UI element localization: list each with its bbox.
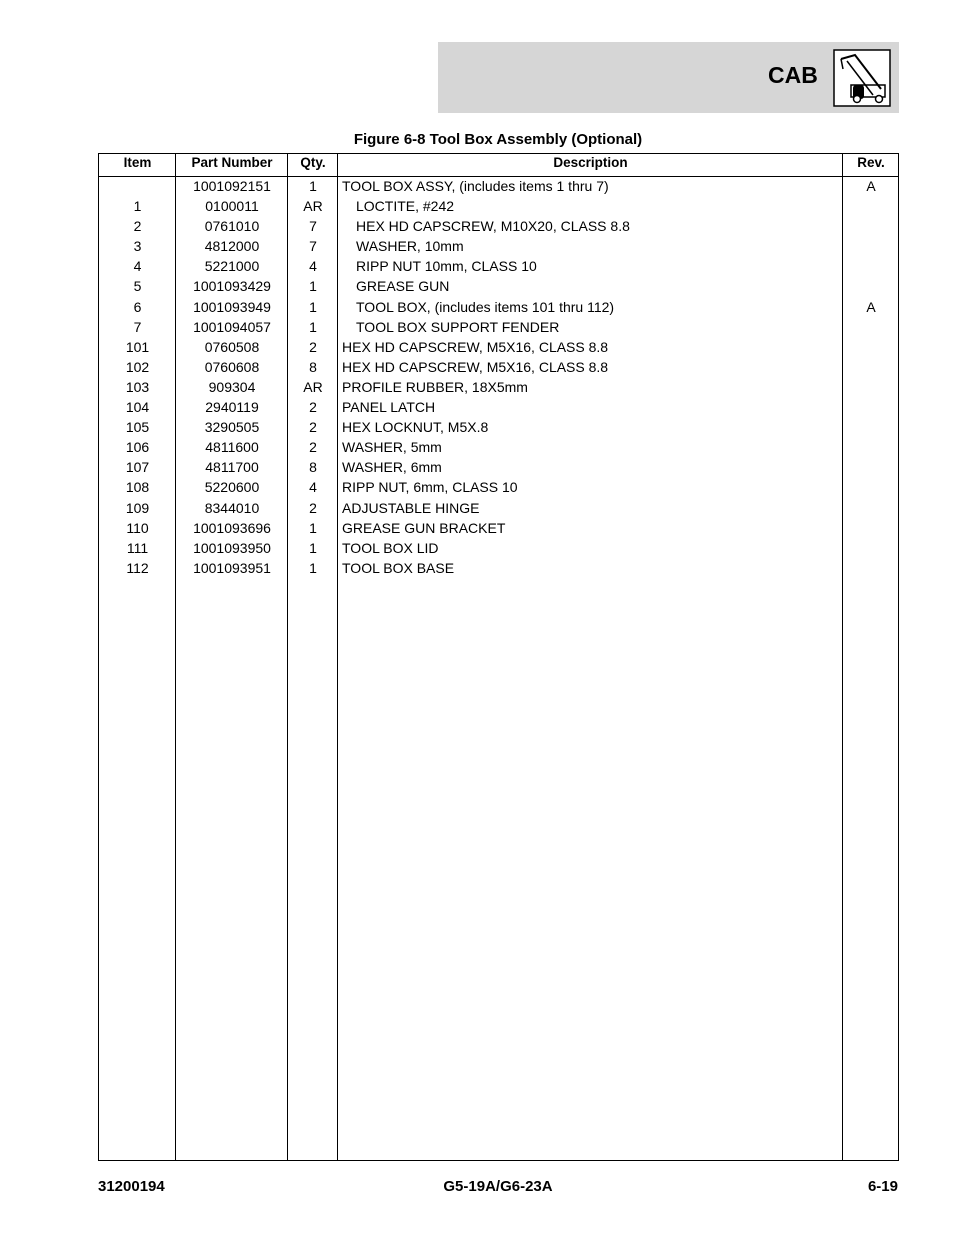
description-cell: TOOL BOX BASE — [342, 559, 455, 576]
section-title: CAB — [768, 62, 818, 88]
item-cell: 1 — [133, 198, 142, 215]
qty-cell: 2 — [309, 419, 317, 436]
part-number-cell: 1001093951 — [193, 559, 271, 576]
figure-title: Figure 6-8 Tool Box Assembly (Optional) — [353, 131, 643, 148]
part-number-cell: 0760508 — [204, 338, 260, 355]
part-number-cell: 1001093696 — [193, 519, 271, 536]
qty-cell: 1 — [309, 318, 317, 335]
description-cell: RIPP NUT, 6mm, CLASS 10 — [342, 479, 518, 496]
table-row — [99, 197, 898, 217]
description-cell: HEX HD CAPSCREW, M5X16, CLASS 8.8 — [342, 338, 609, 355]
table-row — [99, 358, 898, 378]
part-number-cell: 1001093950 — [193, 539, 271, 556]
item-cell: 6 — [133, 298, 142, 315]
rev-cell — [843, 559, 899, 579]
qty-cell: 2 — [309, 439, 317, 456]
part-number-cell: 1001092151 — [193, 178, 271, 194]
table-row — [99, 378, 898, 398]
table-row — [99, 438, 898, 458]
description-cell: HEX HD CAPSCREW, M5X16, CLASS 8.8 — [342, 358, 609, 375]
qty-cell: 2 — [309, 338, 317, 355]
description-cell: TOOL BOX LID — [342, 539, 439, 556]
qty-cell: 8 — [309, 459, 317, 476]
part-number-cell: 0760608 — [204, 358, 260, 375]
description-cell: HEX HD CAPSCREW, M10X20, CLASS 8.8 — [356, 218, 630, 235]
qty-cell: 1 — [309, 278, 317, 295]
description-cell: WASHER, 10mm — [356, 238, 464, 255]
table-body — [99, 177, 898, 579]
table-row — [99, 458, 898, 478]
part-number-cell: 3290505 — [204, 419, 260, 436]
qty-cell: 2 — [309, 399, 317, 416]
description-cell: ADJUSTABLE HINGE — [342, 499, 480, 516]
description-cell: WASHER, 5mm — [342, 439, 442, 456]
section-header-band — [438, 42, 899, 113]
part-number-cell: 1001094057 — [193, 318, 271, 335]
item-cell: 4 — [133, 258, 142, 275]
part-number-cell: 5221000 — [204, 258, 260, 275]
part-number-cell: 4811600 — [205, 439, 259, 456]
part-number-cell: 1001093429 — [193, 278, 271, 295]
document-number: 31200194 — [98, 1178, 165, 1195]
description-cell: HEX LOCKNUT, M5X.8 — [342, 419, 489, 436]
description-cell: TOOL BOX, (includes items 101 thru 112) — [356, 298, 615, 315]
table-row — [99, 338, 898, 358]
table-row — [99, 478, 898, 498]
rev-cell — [843, 418, 899, 438]
rev-cell — [843, 217, 899, 237]
rev-cell — [843, 499, 899, 519]
qty-cell: AR — [303, 378, 323, 395]
qty-cell: 4 — [309, 258, 317, 275]
rev-cell: A — [866, 298, 876, 315]
table-row — [99, 217, 898, 237]
item-cell: 5 — [133, 278, 142, 295]
description-cell: TOOL BOX SUPPORT FENDER — [356, 318, 560, 335]
item-cell: 101 — [125, 338, 150, 355]
part-number-cell: 5220600 — [204, 479, 260, 496]
table-row — [99, 257, 898, 277]
rev-cell — [843, 358, 899, 378]
page-number: 6-19 — [867, 1178, 898, 1195]
table-header-row — [99, 154, 898, 177]
table-row — [99, 398, 898, 418]
qty-cell: 1 — [309, 298, 317, 315]
qty-cell: 7 — [309, 238, 317, 255]
qty-cell: 1 — [309, 178, 317, 194]
item-cell: 107 — [125, 459, 150, 476]
rev-cell — [843, 539, 899, 559]
part-number-cell: 909304 — [208, 378, 256, 395]
part-number-cell: 1001093949 — [193, 298, 271, 315]
model-name: G5-19A/G6-23A — [443, 1178, 553, 1195]
rev-cell — [843, 519, 899, 539]
part-number-cell: 8344010 — [204, 499, 260, 516]
description-cell: LOCTITE, #242 — [356, 198, 455, 215]
part-number-cell: 0761010 — [204, 218, 260, 235]
qty-cell: 1 — [309, 539, 317, 556]
header-description: Description — [553, 155, 628, 170]
part-number-cell: 0100011 — [205, 198, 259, 215]
qty-cell: 7 — [309, 218, 317, 235]
description-cell: PANEL LATCH — [342, 399, 436, 416]
header-part-number: Part Number — [191, 155, 273, 170]
item-cell: 106 — [125, 439, 150, 456]
description-cell: GREASE GUN BRACKET — [342, 519, 506, 536]
table-row — [99, 418, 898, 438]
table-row — [99, 177, 898, 197]
qty-cell: 8 — [309, 358, 317, 375]
rev-cell: A — [866, 178, 876, 194]
item-cell — [99, 177, 176, 197]
rev-cell — [843, 318, 899, 338]
item-cell: 2 — [133, 218, 142, 235]
rev-cell — [843, 398, 899, 418]
rev-cell — [843, 478, 899, 498]
table-row — [99, 318, 898, 338]
description-cell: GREASE GUN — [356, 278, 450, 295]
qty-cell: 1 — [309, 559, 317, 576]
item-cell: 112 — [126, 559, 149, 576]
header-qty: Qty. — [300, 155, 326, 170]
table-row — [99, 519, 898, 539]
table-row — [99, 539, 898, 559]
description-cell: PROFILE RUBBER, 18X5mm — [342, 378, 528, 395]
rev-cell — [843, 338, 899, 358]
rev-cell — [843, 277, 899, 297]
rev-cell — [843, 458, 899, 478]
table-row — [99, 237, 898, 257]
scissor-lift-cab-icon — [833, 49, 891, 107]
description-cell: TOOL BOX ASSY, (includes items 1 thru 7) — [342, 178, 609, 194]
qty-cell: 4 — [309, 479, 317, 496]
item-cell: 111 — [126, 539, 149, 556]
part-number-cell: 4811700 — [205, 459, 259, 476]
description-cell: WASHER, 6mm — [342, 459, 442, 476]
item-cell: 3 — [133, 238, 142, 255]
rev-cell — [843, 378, 899, 398]
item-cell: 110 — [126, 519, 149, 536]
qty-cell: AR — [303, 198, 323, 215]
part-number-cell: 2940119 — [205, 399, 259, 416]
description-cell: RIPP NUT 10mm, CLASS 10 — [356, 258, 537, 275]
item-cell: 105 — [125, 419, 150, 436]
item-cell: 104 — [125, 399, 150, 416]
rev-cell — [843, 237, 899, 257]
qty-cell: 2 — [309, 499, 317, 516]
table-row — [99, 298, 898, 318]
parts-table — [98, 153, 899, 1161]
rev-cell — [843, 197, 899, 217]
header-rev: Rev. — [857, 155, 885, 170]
table-row — [99, 559, 898, 579]
item-cell: 103 — [125, 378, 150, 395]
item-cell: 7 — [133, 318, 142, 335]
table-row — [99, 499, 898, 519]
qty-cell: 1 — [309, 519, 317, 536]
table-row — [99, 277, 898, 297]
rev-cell — [843, 438, 899, 458]
item-cell: 102 — [125, 358, 150, 375]
part-number-cell: 4812000 — [204, 238, 260, 255]
rev-cell — [843, 257, 899, 277]
header-item: Item — [123, 155, 152, 170]
item-cell: 109 — [125, 499, 150, 516]
item-cell: 108 — [125, 479, 150, 496]
